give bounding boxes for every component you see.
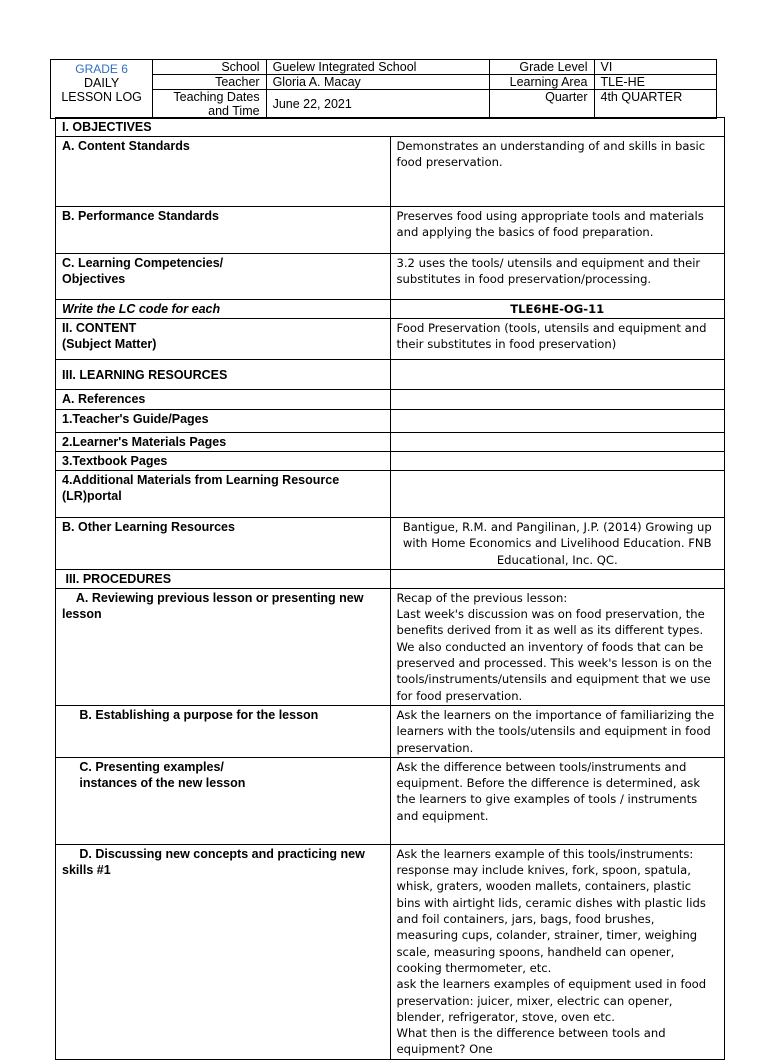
teaching-dates-label (153, 90, 266, 119)
competencies-label (56, 254, 391, 300)
empty-cell (390, 410, 725, 433)
discussing-label: D. Discussing new concepts and practicing new skills #1 (56, 844, 391, 1059)
content-label-text: II. CONTENT (Subject Matter) (62, 321, 157, 351)
table-row (56, 254, 725, 300)
table-row (56, 569, 725, 588)
teaching-dates-text: Teaching Dates and Time (173, 90, 260, 118)
other-resources-label: B. Other Learning Resources (56, 518, 391, 570)
examples-value: Ask the difference between tools/instruments and equipment. Before the difference is determined, ask the learners to give examples of tools / instruments and equipment. (390, 757, 725, 844)
learning-area-label: Learning Area (490, 75, 594, 90)
table-row (56, 410, 725, 433)
content-value: Food Preservation (tools, utensils and equipment and their substitutes in food preservation) (390, 319, 725, 360)
grade-level-label: Grade Level (490, 60, 594, 75)
date-value: June 22, 2021 (266, 90, 490, 119)
table-row (56, 118, 725, 137)
quarter-value: 4th QUARTER (594, 90, 717, 119)
table-row (56, 705, 725, 757)
procedures-heading: III. PROCEDURES (56, 569, 391, 588)
empty-cell (390, 452, 725, 471)
table-row (56, 137, 725, 207)
table-row (56, 452, 725, 471)
table-row (56, 390, 725, 410)
grade-label: GRADE 6 (75, 62, 128, 76)
performance-standards-value: Preserves food using appropriate tools and materials and applying the basics of food preparation. (390, 207, 725, 254)
daily-label: DAILY (84, 76, 120, 90)
review-value (390, 588, 725, 705)
textbook-label: 3.Textbook Pages (56, 452, 391, 471)
objectives-heading: I. OBJECTIVES (56, 118, 725, 137)
table-row (56, 319, 725, 360)
content-standards-label: A. Content Standards (56, 137, 391, 207)
table-row (56, 471, 725, 518)
empty-cell (390, 390, 725, 410)
review-text: Recap of the previous lesson: Last week's discussion was on food preservation, the benefits derived from it as well as its different types. We also conducted an inventory of foods that can be preserved and processed. This week's lesson is on the tools/instruments/utensils and equipment that we use for food preservation. (396, 590, 712, 703)
competencies-text: C. Learning Competencies/ Objectives (62, 256, 224, 286)
other-resources-value: Bantigue, R.M. and Pangilinan, J.P. (2014) Growing up with Home Economics and Livelihood Education. FNB Educational, Inc. QC. (390, 518, 725, 570)
references-label: A. References (56, 390, 391, 410)
grade-cell (51, 60, 153, 119)
competencies-value: 3.2 uses the tools/ utensils and equipment and their substitutes in food preservation/processing. (390, 254, 725, 300)
table-row (56, 300, 725, 319)
discussing-value (390, 844, 725, 1059)
empty-cell (390, 569, 725, 588)
performance-standards-label: B. Performance Standards (56, 207, 391, 254)
lc-code-value: TLE6HE-OG-11 (390, 300, 725, 319)
empty-cell (390, 471, 725, 518)
table-row (56, 518, 725, 570)
examples-label (56, 757, 391, 844)
table-row (56, 844, 725, 1059)
lesson-log-label: LESSON LOG (61, 90, 142, 104)
purpose-value: Ask the learners on the importance of familiarizing the learners with the tools/utensils and equipment in food preservation. (390, 705, 725, 757)
content-standards-value: Demonstrates an understanding of and skills in basic food preservation. (390, 137, 725, 207)
examples-label-text: C. Presenting examples/ instances of the new lesson (79, 759, 246, 790)
school-value: Guelew Integrated School (266, 60, 490, 75)
teacher-guide-label: 1.Teacher's Guide/Pages (56, 410, 391, 433)
teacher-label: Teacher (153, 75, 266, 90)
table-row (56, 360, 725, 390)
quarter-label: Quarter (490, 90, 594, 119)
content-label (56, 319, 391, 360)
learner-materials-label: 2.Learner's Materials Pages (56, 433, 391, 452)
empty-cell (390, 360, 725, 390)
learning-resources-heading: III. LEARNING RESOURCES (56, 360, 391, 390)
grade-level-value: VI (594, 60, 717, 75)
purpose-label: B. Establishing a purpose for the lesson (56, 705, 391, 757)
table-row (56, 207, 725, 254)
additional-materials-label: 4.Additional Materials from Learning Resource (LR)portal (56, 471, 391, 518)
lesson-table (55, 117, 725, 1060)
table-row (56, 757, 725, 844)
learning-area-value: TLE-HE (594, 75, 717, 90)
header-table (50, 59, 717, 119)
discussing-text: Ask the learners example of this tools/instruments: response may include knives, fork, spoon, spatula, whisk, graters, wooden mallets, containers, plastic bins with airtight lids, ceramic dishes with plastic lids and foil containers, jars, bags, food brushes, measuring cups, colander, strainer, timer, weighing scale, measuring spoons, handheld can opener, cooking thermometer, etc. ask the learners examples of equipment used in food preservation: juicer, mixer, electric can opener, blender, refrigerator, stove, oven etc. What then is the difference between tools and equipment? One (396, 846, 707, 1057)
table-row (56, 588, 725, 705)
table-row (56, 433, 725, 452)
review-label: A. Reviewing previous lesson or presenting new lesson (56, 588, 391, 705)
lc-code-label: Write the LC code for each (56, 300, 391, 319)
empty-cell (390, 433, 725, 452)
teacher-value: Gloria A. Macay (266, 75, 490, 90)
school-label: School (153, 60, 266, 75)
